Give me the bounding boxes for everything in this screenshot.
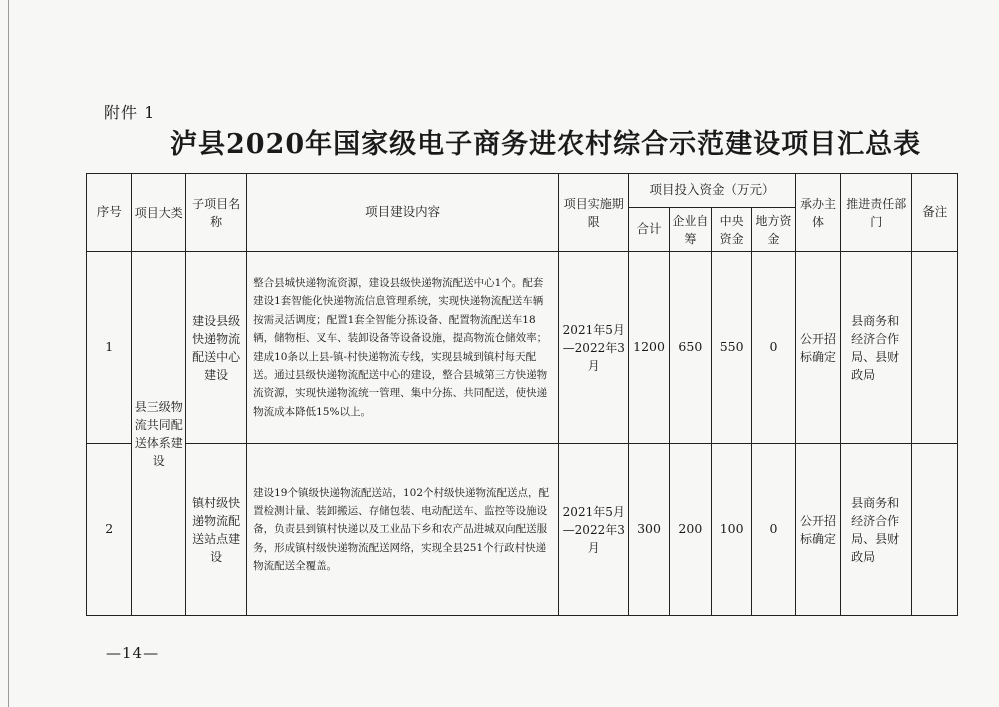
row-central: 100: [712, 444, 752, 616]
header-department: 推进责任部门: [841, 174, 912, 252]
header-category: 项目大类: [132, 174, 186, 252]
header-investment: 项目投入资金（万元）: [629, 174, 795, 208]
header-content: 项目建设内容: [247, 174, 559, 252]
header-central: 中央资金: [712, 208, 752, 252]
page-number: —14—: [106, 644, 160, 662]
row-content: 整合县城快递物流资源，建设县级快递物流配送中心1个。配套建设1套智能化快递物流信息管理系统，实现快递物流配送车辆按需灵活调度；配置1套全智能分拣设备、配置物流配送车18辆，储物柜、叉车、装卸设备等设备设施，提高物流仓储效率；建成10条以上县-镇-村快递物流专线，实现县城到镇村每天配送。通过县级快递物流配送中心的建设，整合县城第三方快递物流资源，实现快递物流统一管理、集中分拣、共同配送，使快递物流成本降低15%以上。: [247, 252, 559, 444]
row-department: 县商务和经济合作局、县财政局: [841, 252, 912, 444]
row-remarks: [912, 444, 958, 616]
row-total: 300: [629, 444, 669, 616]
header-period: 项目实施期限: [559, 174, 629, 252]
row-local: 0: [752, 444, 795, 616]
row-total: 1200: [629, 252, 669, 444]
row-local: 0: [752, 252, 795, 444]
row-undertaker: 公开招标确定: [795, 444, 840, 616]
row-seq: 1: [87, 252, 132, 444]
attachment-label: 附件 1: [104, 103, 156, 122]
row-subproject: 镇村级快递物流配送站点建设: [186, 444, 247, 616]
row-enterprise: 650: [669, 252, 711, 444]
row-period: 2021年5月—2022年3月: [559, 444, 629, 616]
category-cell: 县三级物流共同配送体系建设: [132, 252, 186, 616]
header-remarks: 备注: [912, 174, 958, 252]
table-row: [87, 444, 958, 616]
header-total: 合计: [629, 208, 669, 252]
document-title: 泸县2020年国家级电子商务进农村综合示范建设项目汇总表: [170, 129, 922, 160]
row-period: 2021年5月—2022年3月: [559, 252, 629, 444]
row-enterprise: 200: [669, 444, 711, 616]
table-row: [87, 252, 958, 444]
header-undertaker: 承办主体: [795, 174, 840, 252]
row-seq: 2: [87, 444, 132, 616]
header-seq: 序号: [87, 174, 132, 252]
table-header-row: [87, 174, 958, 208]
row-undertaker: 公开招标确定: [795, 252, 840, 444]
row-subproject: 建设县级快递物流配送中心建设: [186, 252, 247, 444]
header-enterprise: 企业自筹: [669, 208, 711, 252]
header-subproject: 子项目名称: [186, 174, 247, 252]
header-local: 地方资金: [752, 208, 795, 252]
row-central: 550: [712, 252, 752, 444]
project-summary-table: [86, 173, 958, 616]
row-content: 建设19个镇级快递物流配送站，102个村级快递物流配送点，配置检测计量、装卸搬运、存储包装、电动配送车、监控等设施设备，负责县到镇村快递以及工业品下乡和农产品进城双向配送服务，形成镇村级快递物流配送网络，实现全县251个行政村快递物流配送全覆盖。: [247, 444, 559, 616]
row-department: 县商务和经济合作局、县财政局: [841, 444, 912, 616]
row-remarks: [912, 252, 958, 444]
page-edge-line: [8, 0, 9, 707]
